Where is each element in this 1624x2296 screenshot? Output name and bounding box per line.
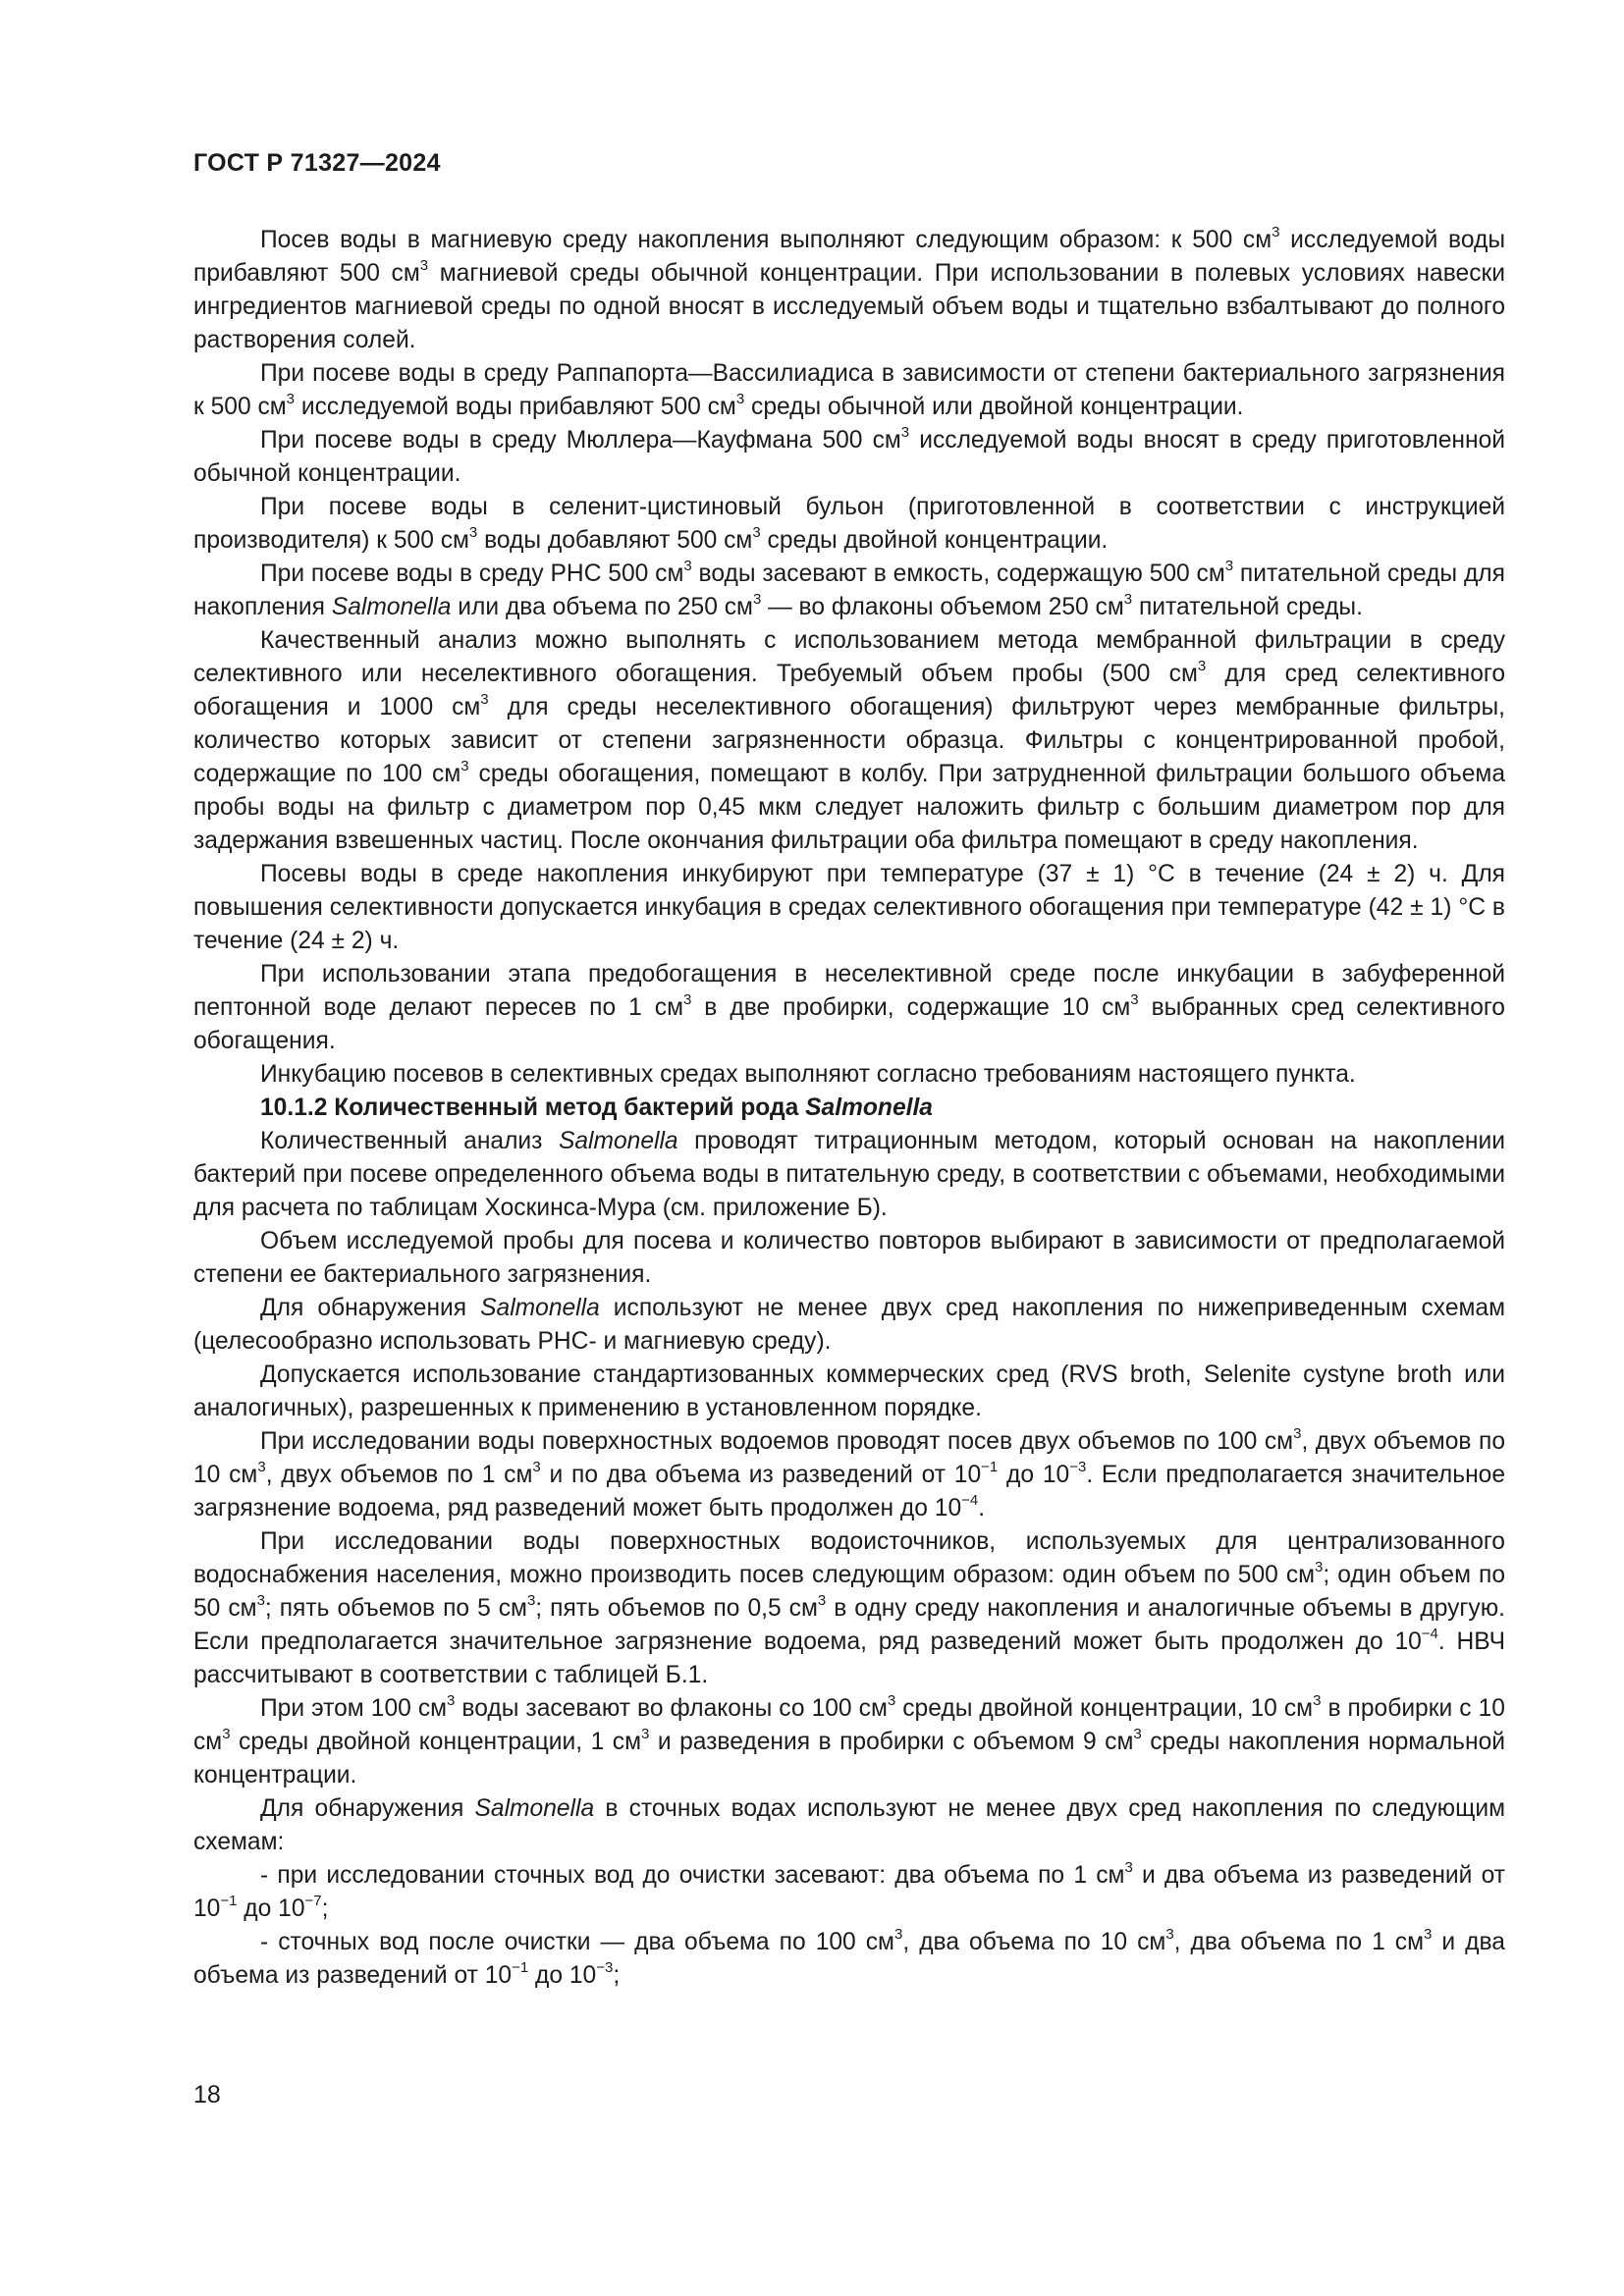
text-run: до 10 [528, 1962, 597, 1989]
text-run: ; пять объемов по 0,5 см [535, 1595, 818, 1622]
text-run: до 10 [237, 1896, 305, 1922]
text-run: , двух объемов по 1 см [265, 1462, 533, 1488]
superscript: −4 [961, 1492, 979, 1509]
text-run: исследуемой воды прибавляют 500 см [193, 227, 1506, 287]
text-run: для среды неселективного обогащения) фильтруют через мембранные фильтры, количество которых зависит от степени загрязненности образца. Фильтры с концентрированной пробой, содержащие по 100 см [193, 694, 1505, 787]
superscript: −1 [512, 1959, 529, 1976]
text-run: , два объема по 10 см [902, 1929, 1166, 1955]
text-run: и разведения в пробирки с объемом 9 см [649, 1729, 1134, 1755]
text-run: исследуемой воды прибавляют 500 см [295, 394, 736, 420]
text-run: среды двойной концентрации, 1 см [230, 1729, 641, 1755]
text-run: используют не менее двух сред накопления по нижеприведенным схемам (целесообразно использовать РНС- и магниевую среду). [193, 1295, 1505, 1355]
superscript: 3 [257, 1459, 266, 1475]
superscript: 3 [1313, 1692, 1322, 1709]
superscript: 3 [1130, 991, 1139, 1008]
italic-term: Salmonella [558, 1128, 678, 1154]
superscript: 3 [468, 524, 478, 541]
text-run: среды накопления нормальной концентрации. [193, 1729, 1505, 1789]
text-run: — во флаконы объемом 250 см [761, 594, 1124, 620]
text-run: При этом 100 см [260, 1695, 448, 1722]
text-run: При посеве воды в селенит-цистиновый бульон (приготовленной в соответствии с инструкцией производителя) к 500 см [193, 494, 1505, 554]
superscript: 3 [1124, 1859, 1133, 1876]
superscript: 3 [893, 1926, 903, 1943]
document-body [193, 224, 1505, 1993]
list-item [193, 1859, 1505, 1926]
superscript: 3 [222, 1726, 231, 1742]
superscript: 3 [1165, 1926, 1174, 1943]
text-run: При посеве воды в среду РНС 500 см [260, 561, 684, 587]
text-run: - при исследовании сточных вод до очистки засевают: два объема по 1 см [260, 1862, 1125, 1889]
page-number: 18 [193, 2081, 221, 2109]
superscript: 3 [683, 991, 692, 1008]
paragraph [193, 1292, 1505, 1359]
text-run: в две пробирки, содержащие 10 см [691, 994, 1131, 1021]
text-run: Для обнаружения [260, 1295, 481, 1321]
paragraph [193, 357, 1505, 424]
text-run: . [978, 1495, 986, 1522]
text-run: воды засевают во флаконы со 100 см [455, 1695, 888, 1722]
italic-term: Salmonella [331, 594, 452, 620]
text-run: для сред селективного обогащения и 1000 см [193, 661, 1505, 721]
superscript: 3 [752, 591, 762, 608]
paragraph [193, 1125, 1505, 1225]
text-run: питательной среды. [1132, 594, 1363, 620]
text-run: или два объема по 250 см [451, 594, 753, 620]
paragraph [193, 858, 1505, 958]
paragraph [193, 1359, 1505, 1425]
text-run: исследуемой воды вносят в среду приготовленной обычной концентрации. [193, 427, 1505, 487]
paragraph [193, 224, 1505, 357]
text-run: При использовании этапа предобогащения в неселективной среде после инкубации в забуференной пептонной воде делают пересев по 1 см [193, 961, 1505, 1021]
text-run: воды добавляют 500 см [477, 527, 753, 554]
text-run: , два объема по 1 см [1173, 1929, 1424, 1955]
section-heading [193, 1092, 1505, 1125]
superscript: 3 [526, 1592, 536, 1609]
text-run: среды обогащения, помещают в колбу. При затрудненной фильтрации большого объема пробы воды на фильтр с диаметром пор 0,45 мкм следует наложить фильтр с большим диаметром пор для задержания взвешенных частиц. После окончания фильтрации оба фильтра помещают в среду накопления. [193, 761, 1506, 854]
document-header: ГОСТ Р 71327—2024 [193, 149, 441, 177]
text-run: ; [321, 1896, 329, 1922]
italic-term: Salmonella [805, 1095, 933, 1121]
text-run: выбранных сред селективного обогащения. [193, 994, 1505, 1054]
superscript: 3 [900, 424, 910, 441]
text-run: При исследовании воды поверхностных водоемов проводят посев двух объемов по 100 см [260, 1428, 1294, 1455]
paragraph [193, 1525, 1505, 1692]
superscript: 3 [447, 1692, 456, 1709]
superscript: 3 [286, 391, 296, 407]
text-run: и два объема из разведений от 10 [193, 1929, 1505, 1989]
text-run: воды засевают в емкость, содержащую 500 см [691, 561, 1225, 587]
text-run: ; один объем по 50 см [193, 1562, 1505, 1622]
paragraph [193, 958, 1505, 1058]
text-run: , двух объемов по 10 см [193, 1428, 1505, 1488]
superscript: −7 [304, 1893, 322, 1909]
text-run: При посеве воды в среду Мюллера—Кауфмана 500 см [260, 427, 901, 454]
superscript: 3 [480, 691, 489, 708]
text-run: в пробирки с 10 см [193, 1695, 1505, 1755]
paragraph [193, 1058, 1505, 1092]
text-run: 10.1.2 Количественный метод бактерий рода [260, 1095, 806, 1121]
text-run: . НВЧ рассчитывают в соответствии с таблицей Б.1. [193, 1629, 1505, 1688]
superscript: −1 [220, 1893, 238, 1909]
superscript: 3 [460, 758, 469, 774]
paragraph [193, 624, 1505, 858]
text-run: среды обычной или двойной концентрации. [744, 394, 1244, 420]
superscript: 3 [817, 1592, 827, 1609]
paragraph [193, 1792, 1505, 1859]
text-run: Качественный анализ можно выполнять с использованием метода мембранной фильтрации в среду селективного или неселективного обогащения. Требуемый объем пробы (500 см [193, 627, 1505, 687]
superscript: 3 [1197, 658, 1207, 674]
superscript: 3 [1315, 1559, 1324, 1575]
paragraph [193, 558, 1505, 624]
superscript: 3 [752, 524, 761, 541]
text-run: среды двойной концентрации, 10 см [895, 1695, 1314, 1722]
text-run: Допускается использование стандартизованных коммерческих сред (RVS broth, Selenite cystyne broth или аналогичных), разрешенных к применению в установленном порядке. [193, 1362, 1505, 1421]
text-run: Посев воды в магниевую среду накопления выполняют следующим образом: к 500 см [260, 227, 1272, 253]
text-run: При посеве воды в среду Раппапорта—Вассилиадиса в зависимости от степени бактериального загрязнения к 500 см [193, 360, 1505, 420]
superscript: 3 [419, 257, 429, 274]
text-run: Для обнаружения [260, 1795, 475, 1822]
text-run: ; пять объемов по 5 см [264, 1595, 527, 1622]
superscript: 3 [887, 1692, 896, 1709]
superscript: 3 [641, 1726, 650, 1742]
text-run: Инкубацию посевов в селективных средах выполняют согласно требованиям настоящего пункта. [260, 1061, 1356, 1088]
superscript: −3 [1069, 1459, 1087, 1475]
text-run: в сточных водах используют не менее двух сред накопления по следующим схемам: [193, 1795, 1505, 1855]
superscript: 3 [1123, 591, 1133, 608]
superscript: 3 [1272, 224, 1280, 240]
text-run: и по два объема из разведений от 10 [540, 1462, 982, 1488]
paragraph [193, 491, 1505, 558]
text-run: до 10 [998, 1462, 1070, 1488]
italic-term: Salmonella [474, 1795, 595, 1822]
text-run: ; [613, 1962, 621, 1989]
paragraph [193, 1225, 1505, 1292]
italic-term: Salmonella [480, 1295, 600, 1321]
superscript: −4 [1421, 1626, 1438, 1642]
text-run: проводят титрационным методом, который основан на накоплении бактерий при посеве определенного объема воды в питательную среду, в соответствии с объемами, необходимыми для расчета по таблицам Хоскинса-Мура (см. приложение Б). [193, 1128, 1505, 1221]
text-run: Количественный анализ [260, 1128, 559, 1154]
text-run: в одну среду накопления и аналогичные объемы в другую. Если предполагается значительное загрязнение водоема, ряд разведений может быть продолжен до 10 [193, 1595, 1505, 1655]
text-run: среды двойной концентрации. [760, 527, 1109, 554]
text-run: питательной среды для накопления [193, 561, 1505, 620]
text-run: . Если предполагается значительное загрязнение водоема, ряд разведений может быть продолжен до 10 [193, 1462, 1506, 1522]
superscript: 3 [256, 1592, 265, 1609]
superscript: −3 [596, 1959, 614, 1976]
superscript: 3 [1424, 1926, 1433, 1943]
paragraph [193, 1692, 1505, 1792]
list-item [193, 1926, 1505, 1993]
superscript: 3 [683, 558, 692, 574]
paragraph [193, 424, 1505, 491]
text-run: магниевой среды обычной концентрации. При использовании в полевых условиях навески ингредиентов магниевой среды по одной вносят в исследуемый объем воды и тщательно взбалтывают до полного растворения солей. [193, 260, 1505, 353]
text-run: Объем исследуемой пробы для посева и количество повторов выбирают в зависимости от предполагаемой степени ее бактериального загрязнения. [193, 1228, 1505, 1288]
text-run: При исследовании воды поверхностных водоисточников, используемых для централизованного водоснабжения населения, можно производить посев следующим образом: один объем по 500 см [193, 1528, 1505, 1588]
superscript: 3 [1293, 1425, 1302, 1442]
superscript: 3 [532, 1459, 541, 1475]
superscript: 3 [1133, 1726, 1142, 1742]
superscript: −1 [981, 1459, 999, 1475]
text-run: - сточных вод после очистки — два объема по 100 см [260, 1929, 894, 1955]
superscript: 3 [1224, 558, 1234, 574]
paragraph [193, 1425, 1505, 1525]
text-run: и два объема из разведений от 10 [193, 1862, 1506, 1922]
text-run: Посевы воды в среде накопления инкубируют при температуре (37 ± 1) °C в течение (24 ± 2) ч. Для повышения селективности допускается инкубация в средах селективного обогащения при температуре (42 ± 1) °C в течение (24 ± 2) ч. [193, 861, 1505, 954]
superscript: 3 [735, 391, 745, 407]
